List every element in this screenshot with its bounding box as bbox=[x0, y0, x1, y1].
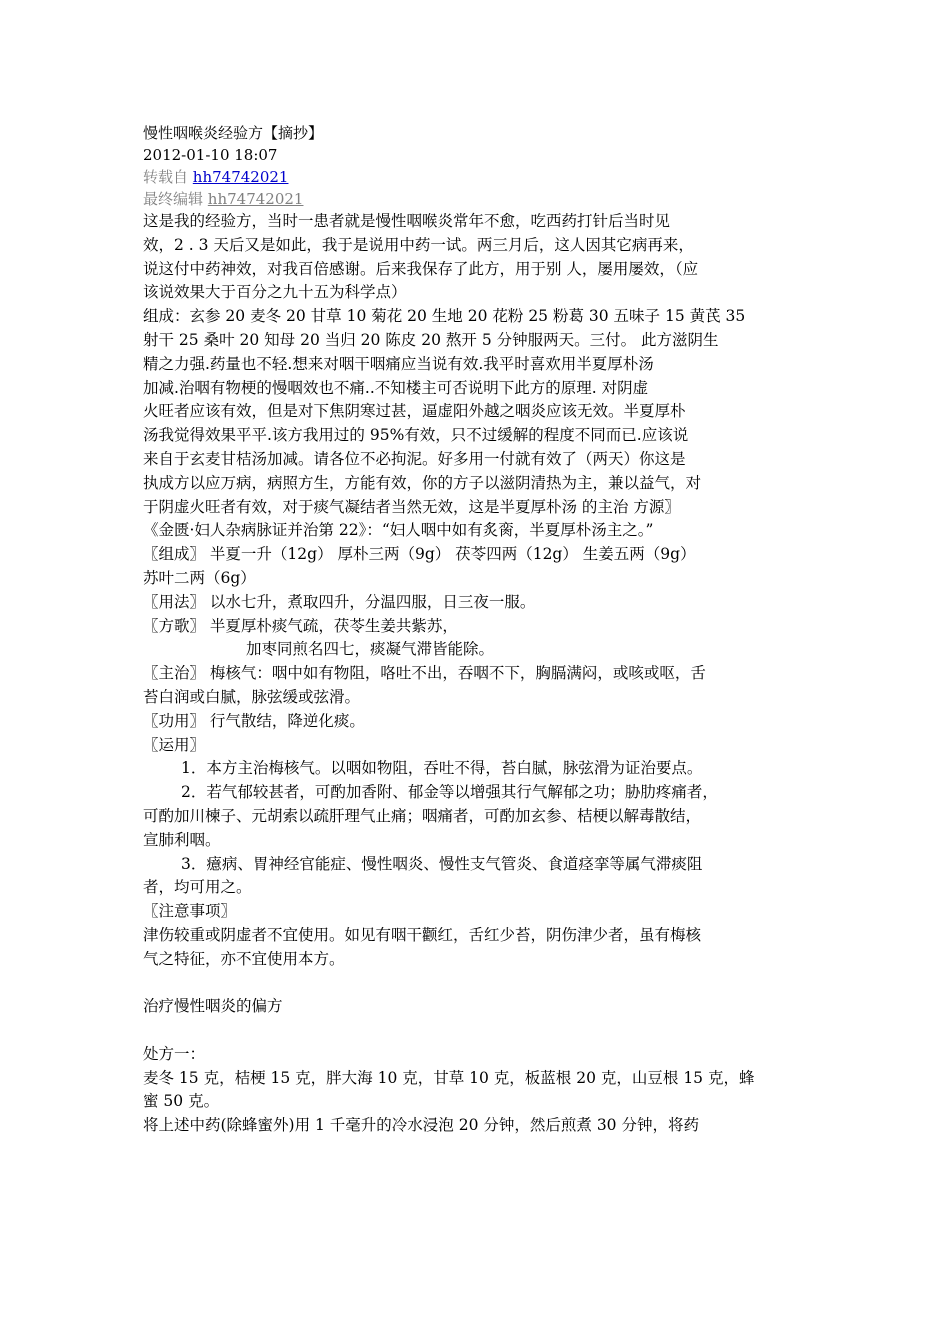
text-line: 气之特征，亦不宜使用本方。 bbox=[143, 949, 345, 968]
section-application bbox=[143, 757, 808, 900]
section-composition bbox=[143, 543, 808, 591]
text-line: 将上述中药(除蜂蜜外)用 1 千毫升的冷水浸泡 20 分钟，然后煎煮 30 分钟，将药 bbox=[143, 1116, 699, 1135]
section2-title: 治疗慢性咽炎的偏方 bbox=[143, 997, 283, 1016]
section-indication bbox=[143, 662, 808, 710]
repost-user-link[interactable]: hh74742021 bbox=[192, 168, 289, 186]
text-line: 组成：玄参 20 麦冬 20 甘草 10 菊花 20 生地 20 花粉 25 粉葛 30 五味子 15 黄芪 35 bbox=[143, 307, 746, 326]
text-line: 苔白润或白腻，脉弦缓或弦滑。 bbox=[143, 687, 361, 706]
post-title: 慢性咽喉炎经验方【摘抄】 bbox=[143, 124, 324, 142]
text-line: 该说效果大于百分之九十五为科学点） bbox=[143, 283, 407, 302]
text-line: 于阴虚火旺者有效，对于痰气凝结者当然无效，这是半夏厚朴汤 的主治 方源〗 bbox=[143, 497, 680, 516]
section-usage: 〖用法〗 以水七升，煮取四升，分温四服，日三夜一服。 bbox=[143, 592, 536, 611]
text-line: 蜜 50 克。 bbox=[143, 1092, 220, 1111]
text-line: 射干 25 桑叶 20 知母 20 当归 20 陈皮 20 熬开 5 分钟服两天。三付。 此方滋阴生 bbox=[143, 330, 719, 349]
text-line: 〖组成〗 半夏一升（12g） 厚朴三两（9g） 茯苓四两（12g） 生姜五两（9g） bbox=[143, 545, 696, 564]
text-line: 1．本方主治梅核气。以咽如物阻，吞吐不得，苔白腻，脉弦滑为证治要点。 bbox=[181, 759, 703, 778]
section-function: 〖功用〗 行气散结，降逆化痰。 bbox=[143, 711, 365, 730]
text-line: 加枣同煎名四七，痰凝气滞皆能除。 bbox=[246, 640, 495, 659]
paragraph-experience bbox=[143, 210, 808, 305]
section-cautions bbox=[143, 924, 808, 972]
text-line: 执成方以应万病，病照方生，方能有效，你的方子以滋阴清热为主，兼以益气，对 bbox=[143, 473, 702, 492]
text-line: 效，2 . 3 天后又是如此，我于是说用中药一试。两三月后，这人因其它病再来， bbox=[143, 235, 694, 254]
text-line: 〖主治〗 梅核气：咽中如有物阻，咯吐不出，吞咽不下，胸膈满闷，或咳或呕，舌 bbox=[143, 664, 706, 683]
text-line: 精之力强.药量也不轻.想来对咽干咽痛应当说有效.我平时喜欢用半夏厚朴汤 bbox=[143, 354, 654, 373]
text-line: 可酌加川楝子、元胡索以疏肝理气止痛；咽痛者，可酌加玄参、桔梗以解毒散结， bbox=[143, 806, 702, 825]
text-line: 麦冬 15 克，桔梗 15 克，胖大海 10 克，甘草 10 克，板蓝根 20 克，山豆根 15 克，蜂 bbox=[143, 1068, 755, 1087]
text-line: 〖方歌〗 半夏厚朴痰气疏，茯苓生姜共紫苏， bbox=[143, 616, 458, 635]
text-line: 来自于玄麦甘桔汤加减。请各位不必拘泥。好多用一付就有效了（两天）你这是 bbox=[143, 449, 686, 468]
section-song bbox=[143, 615, 808, 663]
text-line: 《金匮·妇人杂病脉证并治第 22》：“妇人咽中如有炙脔，半夏厚朴汤主之。” bbox=[143, 521, 654, 540]
text-line: 苏叶二两（6g） bbox=[143, 568, 256, 587]
section-cautions-heading: 〖注意事项〗 bbox=[143, 902, 237, 921]
paragraph-formula bbox=[143, 305, 808, 543]
prescription-label: 处方一： bbox=[143, 1044, 206, 1063]
text-line: 这是我的经验方，当时一患者就是慢性咽喉炎常年不愈，吃西药打针后当时见 bbox=[143, 212, 671, 230]
post-datetime: 2012-01-10 18:07 bbox=[143, 146, 278, 164]
text-line: 者，均可用之。 bbox=[143, 878, 252, 897]
text-line: 3．癔病、胃神经官能症、慢性咽炎、慢性支气管炎、食道痉挛等属气滞痰阻 bbox=[181, 854, 703, 873]
edit-user-link[interactable]: hh74742021 bbox=[207, 190, 304, 208]
text-line: 加减.治咽有物梗的慢咽效也不痛..不知楼主可否说明下此方的原理. 对阴虚 bbox=[143, 378, 649, 397]
text-line: 说这付中药神效，对我百倍感谢。后来我保存了此方，用于别 人，屡用屡效，（应 bbox=[143, 259, 699, 278]
blank-line bbox=[143, 1019, 808, 1043]
edit-label: 最终编辑 bbox=[143, 190, 204, 208]
blank-line bbox=[143, 972, 808, 996]
edit-line bbox=[143, 188, 808, 210]
document-page bbox=[143, 122, 808, 1138]
text-line: 2．若气郁较甚者，可酌加香附、郁金等以增强其行气解郁之功；胁肋疼痛者， bbox=[181, 783, 718, 802]
text-line: 火旺者应该有效，但是对下焦阴寒过甚，逼虚阳外越之咽炎应该无效。半夏厚朴 bbox=[143, 402, 686, 421]
text-line: 宣肺利咽。 bbox=[143, 830, 221, 849]
prescription-one bbox=[143, 1067, 808, 1138]
repost-line bbox=[143, 166, 808, 188]
section-application-heading: 〖运用〗 bbox=[143, 735, 206, 754]
text-line: 津伤较重或阴虚者不宜使用。如见有咽干颧红，舌红少苔，阴伤津少者，虽有梅核 bbox=[143, 925, 702, 944]
text-line: 汤我觉得效果平平.该方我用过的 95%有效，只不过缓解的程度不同而已.应该说 bbox=[143, 426, 689, 445]
repost-label: 转载自 bbox=[143, 168, 189, 186]
